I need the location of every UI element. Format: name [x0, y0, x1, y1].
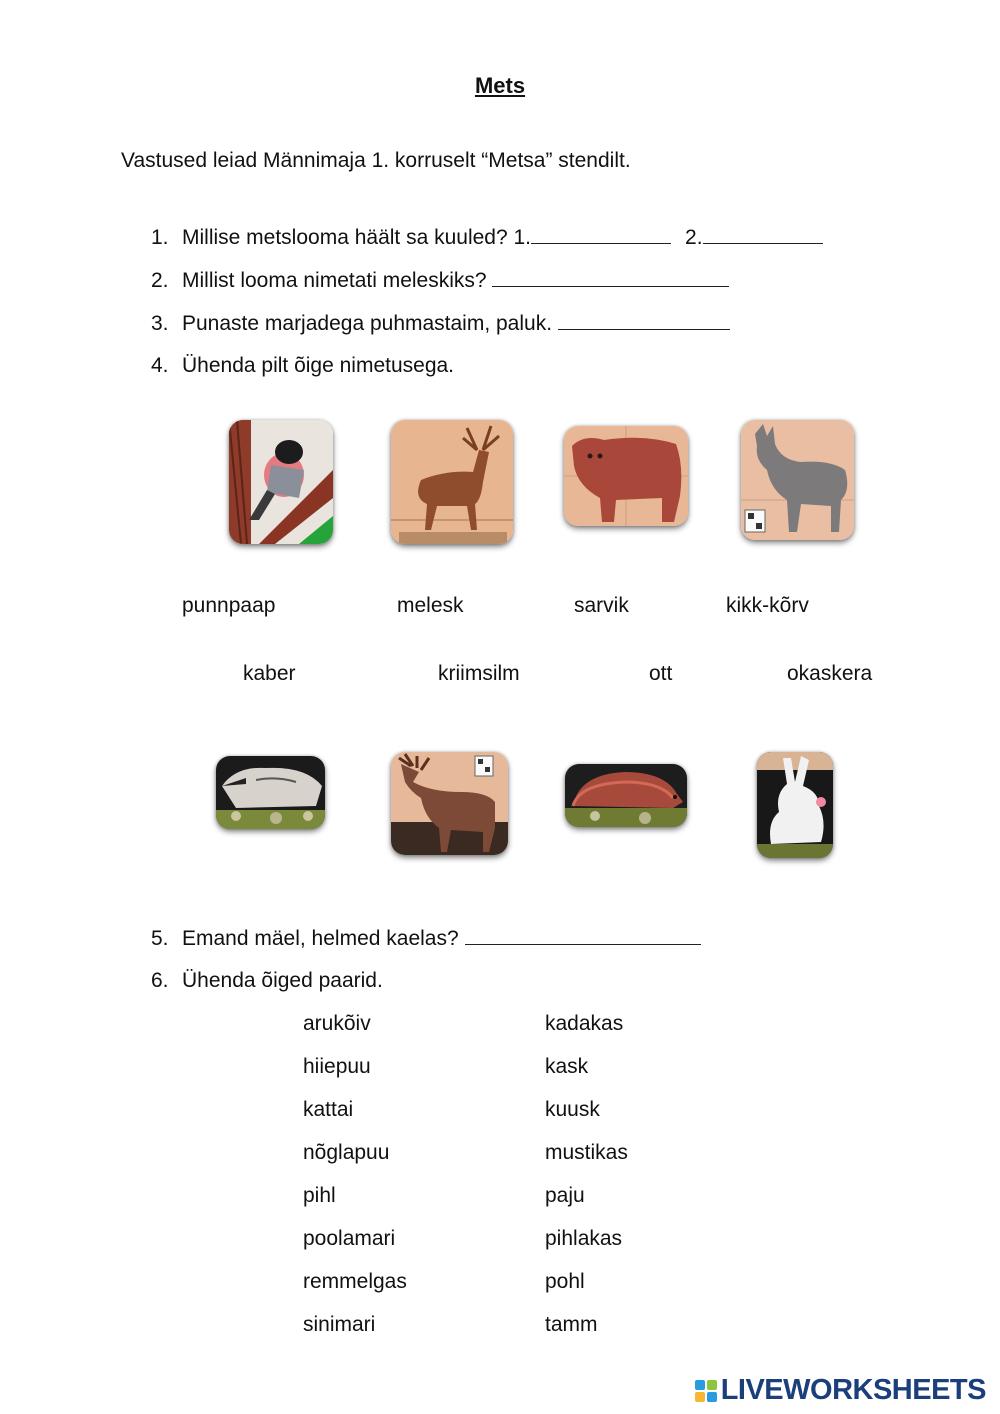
bullfinch-picture[interactable]: [229, 420, 333, 544]
pair-right-item[interactable]: tamm: [545, 1313, 598, 1336]
word-option[interactable]: ott: [649, 662, 673, 685]
question-1: [151, 225, 823, 250]
word-option[interactable]: okaskera: [787, 662, 873, 685]
pair-right-item[interactable]: kask: [545, 1055, 589, 1078]
answer-blank-3[interactable]: [558, 311, 730, 330]
question-number: 5.: [151, 927, 169, 950]
answer-blank-2[interactable]: [492, 268, 729, 287]
pair-left-item[interactable]: poolamari: [303, 1227, 396, 1250]
hedgehog-picture[interactable]: [565, 764, 687, 827]
question-text: Millise metslooma häält sa kuuled? 1.: [182, 226, 532, 249]
pair-right-item[interactable]: kuusk: [545, 1098, 600, 1121]
question-4: [151, 354, 454, 378]
logo-icon: [695, 1380, 717, 1402]
word-option[interactable]: melesk: [397, 594, 464, 617]
bear-picture[interactable]: [564, 426, 688, 526]
question-5: [151, 926, 701, 951]
wolf-picture[interactable]: [741, 420, 854, 540]
pair-right-item[interactable]: kadakas: [545, 1012, 624, 1035]
pair-left-item[interactable]: sinimari: [303, 1313, 376, 1336]
question-3: [151, 311, 730, 336]
question-number: 1.: [151, 226, 169, 249]
word-option[interactable]: kaber: [243, 662, 296, 685]
question-number: 4.: [151, 354, 169, 377]
answer-blank-5[interactable]: [465, 926, 701, 945]
question-2: [151, 268, 729, 293]
pair-right-item[interactable]: pohl: [545, 1270, 585, 1293]
brand-name: LIVEWORKSHEETS: [720, 1374, 986, 1406]
question-number: 2.: [151, 269, 169, 292]
answer-blank-1b[interactable]: [703, 225, 823, 244]
word-option[interactable]: kriimsilm: [438, 662, 520, 685]
pair-right-item[interactable]: pihlakas: [545, 1227, 623, 1250]
badger-picture[interactable]: [216, 756, 325, 829]
word-option[interactable]: kikk-kõrv: [726, 594, 809, 617]
pair-left-item[interactable]: kattai: [303, 1098, 354, 1121]
question-number: 6.: [151, 969, 169, 992]
hare-picture[interactable]: [757, 752, 833, 858]
pair-left-item[interactable]: pihl: [303, 1184, 336, 1207]
pair-left-item[interactable]: hiiepuu: [303, 1055, 371, 1078]
pair-left-item[interactable]: arukõiv: [303, 1012, 371, 1035]
liveworksheets-logo: [695, 1374, 986, 1407]
pair-left-item[interactable]: nõglapuu: [303, 1141, 390, 1164]
word-option[interactable]: punnpaap: [182, 594, 276, 617]
question-text: Emand mäel, helmed kaelas?: [182, 927, 459, 950]
pair-right-item[interactable]: mustikas: [545, 1141, 628, 1164]
word-option[interactable]: sarvik: [574, 594, 629, 617]
pair-left-item[interactable]: remmelgas: [303, 1270, 407, 1293]
pair-right-item[interactable]: paju: [545, 1184, 585, 1207]
question-text: Ühenda õiged paarid.: [182, 969, 383, 992]
deer-picture[interactable]: [391, 420, 513, 544]
question-text: Millist looma nimetati meleskiks?: [182, 269, 487, 292]
answer-blank-1a[interactable]: [531, 225, 671, 244]
second-answer-label: 2.: [685, 226, 703, 249]
page-title: Mets: [474, 73, 526, 98]
question-text: Ühenda pilt õige nimetusega.: [182, 354, 455, 377]
question-6: [151, 969, 383, 993]
question-number: 3.: [151, 312, 169, 335]
intro-text: Vastused leiad Männimaja 1. korruselt “Metsa” stendilt.: [121, 149, 631, 172]
moose-picture[interactable]: [391, 752, 508, 855]
question-text: Punaste marjadega puhmastaim, paluk.: [182, 312, 553, 335]
